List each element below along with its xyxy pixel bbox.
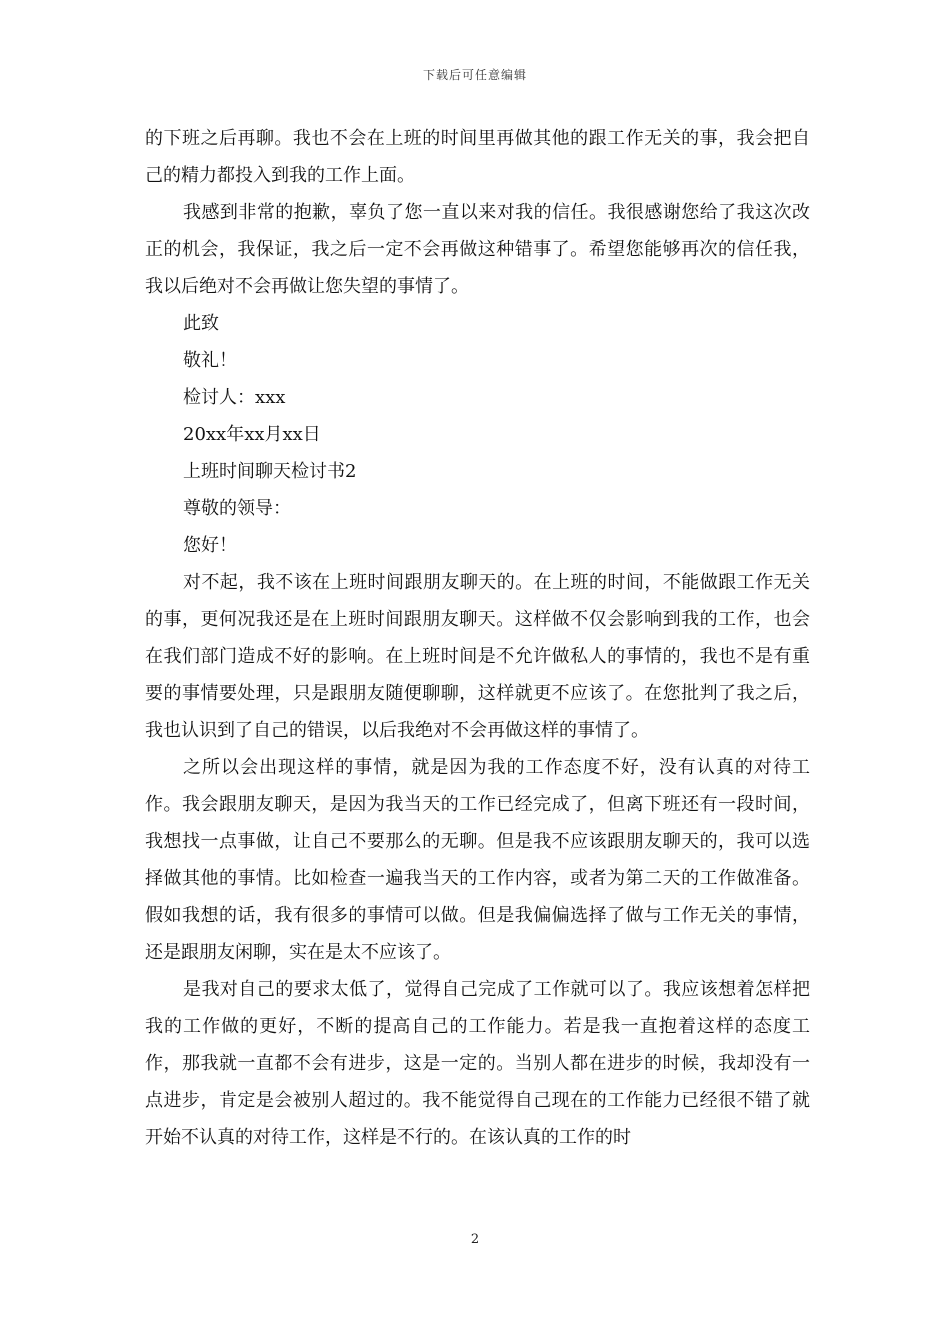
greeting-recipient: 尊敬的领导：	[183, 498, 291, 519]
paragraph-apology: 我感到非常的抱歉，辜负了您一直以来对我的信任。我很感谢您给了我这次改正的机会，我保证，我之后一定不会再做这种错事了。希望您能够再次的信任我，我以后绝对不会再做让您失望的事情了。	[145, 202, 810, 297]
signer-line: 检讨人：xxx	[183, 387, 286, 408]
page-number: 2	[470, 1232, 480, 1247]
paragraph-self-requirement: 是我对自己的要求太低了，觉得自己完成了工作就可以了。我应该想着怎样把我的工作做的更好，不断的提高自己的工作能力。若是我一直抱着这样的态度工作，那我就一直都不会有进步，这是一定的。当别人都在进步的时候，我却没有一点进步，肯定是会被别人超过的。我不能觉得自己现在的工作能力已经很不错了就开始不认真的对待工作，这样是不行的。在该认真的工作的时	[145, 979, 810, 1148]
greeting-hello: 您好！	[183, 535, 237, 556]
section-title: 上班时间聊天检讨书2	[183, 461, 357, 482]
document-body	[145, 120, 810, 1156]
page-header: 下载后可任意编辑	[422, 68, 527, 82]
paragraph-continuation: 的下班之后再聊。我也不会在上班的时间里再做其他的跟工作无关的事，我会把自己的精力都投入到我的工作上面。	[145, 128, 810, 186]
date-line: 20xx年xx月xx日	[183, 424, 321, 445]
closing-salutation: 此致	[183, 313, 219, 334]
closing-regards: 敬礼！	[183, 350, 237, 371]
paragraph-sorry: 对不起，我不该在上班时间跟朋友聊天的。在上班的时间，不能做跟工作无关的事，更何况我还是在上班时间跟朋友聊天。这样做不仅会影响到我的工作，也会在我们部门造成不好的影响。在上班时间是不允许做私人的事情的，我也不是有重要的事情要处理，只是跟朋友随便聊聊，这样就更不应该了。在您批判了我之后，我也认识到了自己的错误，以后我绝对不会再做这样的事情了。	[145, 572, 810, 741]
paragraph-reason: 之所以会出现这样的事情，就是因为我的工作态度不好，没有认真的对待工作。我会跟朋友聊天，是因为我当天的工作已经完成了，但离下班还有一段时间，我想找一点事做，让自己不要那么的无聊。但是我不应该跟朋友聊天的，我可以选择做其他的事情。比如检查一遍我当天的工作内容，或者为第二天的工作做准备。假如我想的话，我有很多的事情可以做。但是我偏偏选择了做与工作无关的事情，还是跟朋友闲聊，实在是太不应该了。	[145, 757, 810, 963]
